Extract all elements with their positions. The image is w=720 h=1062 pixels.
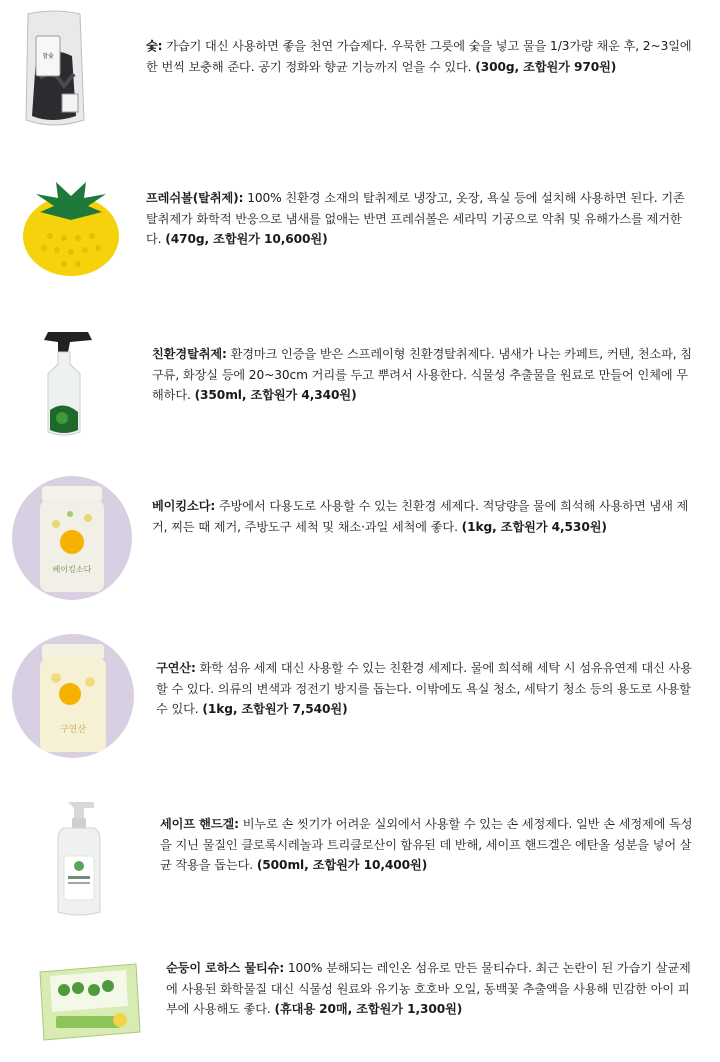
product-name: 프레쉬볼(탈취제): xyxy=(146,191,244,205)
product-name: 친환경탈취제: xyxy=(152,347,227,361)
charcoal-bag-label: 참숯 xyxy=(42,53,54,60)
product-text: 주방에서 다용도로 사용할 수 있는 친환경 세제다. 적당량을 물에 희석해 사용하면 냄새 제거, 찌든 때 제거, 주방도구 세척 및 채소·과일 세척에 좋다. xyxy=(152,499,689,534)
product-text: 100% 친환경 소재의 탈취제로 냉장고, 옷장, 욕실 등에 설치해 사용하면 된다. 기존 탈취제가 화학적 반응으로 냄새를 없애는 반면 프레쉬볼은 세라믹 기공으로 악취 및 유해가스를 제거한다. xyxy=(146,191,685,246)
baking-soda-label: 베이킹소다 xyxy=(52,565,92,574)
product-price: (350ml, 조합원가 4,340원) xyxy=(194,388,357,402)
product-desc xyxy=(146,36,694,77)
product-text: 환경마크 인증을 받은 스프레이형 친환경탈취제다. 냄새가 나는 카페트, 커텐, 천소파, 침구류, 화장실 등에 20~30cm 거리를 두고 뿌려서 사용한다. 식물성 추출물을 원료로 만들어 인체에 무해하다. xyxy=(152,347,692,402)
baking-soda-jar-image xyxy=(12,476,132,600)
product-name: 세이프 핸드겔: xyxy=(160,817,239,831)
product-desc xyxy=(152,496,692,537)
wet-wipes-pack-image xyxy=(32,954,144,1046)
product-price: (300g, 조합원가 970원) xyxy=(475,59,617,74)
spray-bottle-image xyxy=(40,330,96,440)
product-price: (470g, 조합원가 10,600원) xyxy=(165,232,328,246)
product-desc xyxy=(156,658,696,720)
product-item-citric-acid xyxy=(0,630,720,762)
product-name: 순둥이 로하스 물티슈: xyxy=(166,961,285,975)
product-text: 가습기 대신 사용하면 좋을 천연 가습제다. 우묵한 그릇에 숯을 넣고 물을 1/3가량 채운 후, 2~3일에 한 번씩 보충해 준다. 공기 정화와 향균 기능까지 얻을 수 있다. xyxy=(146,39,692,74)
product-desc xyxy=(160,814,696,876)
product-item-deodorant-spray xyxy=(0,320,720,450)
product-item-hand-gel xyxy=(0,796,720,926)
product-desc xyxy=(152,344,698,406)
pineapple-ball-image xyxy=(20,178,122,280)
citric-acid-jar-image xyxy=(12,634,134,758)
product-name: 구연산: xyxy=(156,661,196,675)
product-text: 100% 분해되는 레인온 섬유로 만든 물티슈다. 최근 논란이 된 가습기 살균제에 사용된 화학물질 대신 식물성 원료와 유기농 호호바 오일, 동백꽃 추출액을 사용해 민감한 아이 피부에 사용해도 좋다. xyxy=(166,961,691,1016)
product-name: 베이킹소다: xyxy=(152,499,216,513)
charcoal-bag-image xyxy=(22,8,86,130)
product-price: (500ml, 조합원가 10,400원) xyxy=(256,858,428,872)
pump-bottle-image xyxy=(54,800,104,920)
product-text: 비누로 손 씻기가 어려운 실외에서 사용할 수 있는 손 세정제다. 일반 손 세정제에 독성을 지닌 물질인 클로록시레놀과 트리클로산이 함유된 데 반해, 세이프 핸드겔은 에탄올 성분을 넣어 살균 작용을 돕는다. xyxy=(160,817,693,872)
product-item-freshball xyxy=(0,170,720,290)
product-price: (1kg, 조합원가 4,530원) xyxy=(461,519,607,534)
product-item-charcoal xyxy=(0,0,720,150)
product-text: 화학 섬유 세제 대신 사용할 수 있는 친환경 세제다. 물에 희석해 세탁 시 섬유유연제 대신 사용할 수 있다. 의류의 변색과 정전기 방지를 돕는다. 이밖에도 욕실 청소, 세탁기 청소 등의 용도로 사용할 수 있다. xyxy=(156,661,692,716)
product-name: 숯: xyxy=(146,39,163,53)
product-item-baking-soda xyxy=(0,474,720,604)
citric-acid-label: 구연산 xyxy=(59,725,87,735)
product-price: (휴대용 20매, 조합원가 1,300원) xyxy=(274,1002,463,1016)
product-price: (1kg, 조합원가 7,540원) xyxy=(202,702,348,716)
product-desc xyxy=(146,188,694,250)
product-item-wet-wipes xyxy=(0,944,720,1054)
product-desc xyxy=(166,958,696,1020)
